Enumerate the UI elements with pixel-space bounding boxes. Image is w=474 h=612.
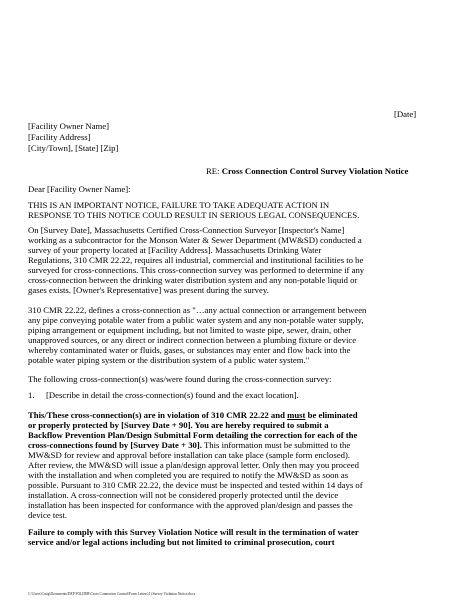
- violation-emphasis: must: [287, 410, 306, 420]
- violation-line: with the installation and when completed you are required to notify the MW&SD as soon as: [28, 470, 349, 480]
- notice-line: THIS IS AN IMPORTANT NOTICE, FAILURE TO TAKE ADEQUATE ACTION IN: [28, 200, 330, 210]
- violation-line: installation has been inspected for conformance with the approved plan/design and passes the: [28, 500, 353, 510]
- violation-line: device test.: [28, 510, 68, 520]
- paragraph-definition-line: potable water piping system or the distribution system of a public water system.": [28, 355, 310, 365]
- found-intro: The following cross-connection(s) was/were found during the cross-connection survey:: [28, 374, 332, 384]
- violation-text: be eliminated: [305, 410, 358, 420]
- re-line: [206, 166, 408, 176]
- letter-date: [Date]: [394, 109, 417, 119]
- paragraph-definition-line: any pipe conveying potable water from a public water system and any non-potable water supply,: [28, 315, 364, 325]
- violation-deadline: cross-connections found by [Survey Date + 30].: [28, 440, 202, 450]
- re-prefix: RE:: [206, 166, 222, 176]
- paragraph-survey-line: survey of your property located at [Facility Address]. Massachusetts Drinking Water: [28, 245, 322, 255]
- recipient-city-state-zip: [City/Town], [State] [Zip]: [28, 143, 119, 153]
- file-path-footer: C:\Users\Craig\Documents\DEP FOLDER\Cross Connection Control\Form Letters\1) Survey Violation Notice.docx: [28, 592, 196, 596]
- paragraph-definition-line: whereby contaminated water or fluids, gases, or substances may enter and flow back into the: [28, 345, 351, 355]
- violation-line: installation. A cross-connection will not be considered properly protected until the device: [28, 490, 339, 500]
- violation-line: Backflow Prevention Plan/Design Submittal Form detailing the correction for each of the: [28, 430, 358, 440]
- violation-text: This/These cross-connection(s) are in violation of 310 CMR 22.22 and: [28, 410, 288, 420]
- notice-line: RESPONSE TO THIS NOTICE COULD RESULT IN SERIOUS LEGAL CONSEQUENCES.: [28, 210, 360, 220]
- violation-line: [28, 440, 350, 450]
- violation-text: This information must be submitted to the: [201, 440, 351, 450]
- list-item-text: [Describe in detail the cross-connection(s) found and the exact location].: [46, 390, 299, 400]
- violation-line: possible. Pursuant to 310 CMR 22.22, the device must be inspected and tested within 14 days of: [28, 480, 363, 490]
- paragraph-survey-line: cross-connection between the drinking water distribution system and any non-potable liquid or: [28, 275, 358, 285]
- salutation: Dear [Facility Owner Name]:: [28, 184, 131, 194]
- violation-line: After review, the MW&SD will issue a plan/design approval letter. Only then may you proceed: [28, 460, 359, 470]
- failure-warning-line: Failure to comply with this Survey Violation Notice will result in the termination of water: [28, 527, 359, 537]
- recipient-address: [Facility Address]: [28, 132, 91, 142]
- paragraph-survey-line: On [Survey Date], Massachusetts Certified Cross-Connection Surveyor [Inspector's Name]: [28, 225, 345, 235]
- paragraph-survey-line: surveyed for cross-connections. This cross-connection survey was performed to determine if any: [28, 265, 365, 275]
- paragraph-definition-line: unapproved sources, or any direct or indirect connection between a plumbing fixture or device: [28, 335, 357, 345]
- re-subject: Cross Connection Control Survey Violation Notice: [221, 166, 409, 176]
- list-item-number: 1.: [28, 390, 35, 400]
- paragraph-definition-line: 310 CMR 22.22, defines a cross-connection as "…any actual connection or arrangement between: [28, 305, 367, 315]
- paragraph-definition-line: piping arrangement or equipment including, but not limited to waste pipe, sewer, drain, other: [28, 325, 352, 335]
- paragraph-survey-line: working as a subcontractor for the Monson Water & Sewer Department (MW&SD) conducted a: [28, 235, 362, 245]
- failure-warning-line: service and/or legal actions including but not limited to criminal prosecution, court: [28, 537, 335, 547]
- violation-line: MW&SD for review and approval before installation can take place (sample form enclosed).: [28, 450, 351, 460]
- recipient-name: [Facility Owner Name]: [28, 121, 110, 131]
- violation-line: or properly protected by [Survey Date + 90]. You are hereby required to submit a: [28, 420, 329, 430]
- paragraph-survey-line: gases exists. [Owner's Representative] was present during the survey.: [28, 285, 269, 295]
- violation-line: [28, 410, 358, 420]
- paragraph-survey-line: Regulations, 310 CMR 22.22, requires all industrial, commercial and institutional facilities to be: [28, 255, 364, 265]
